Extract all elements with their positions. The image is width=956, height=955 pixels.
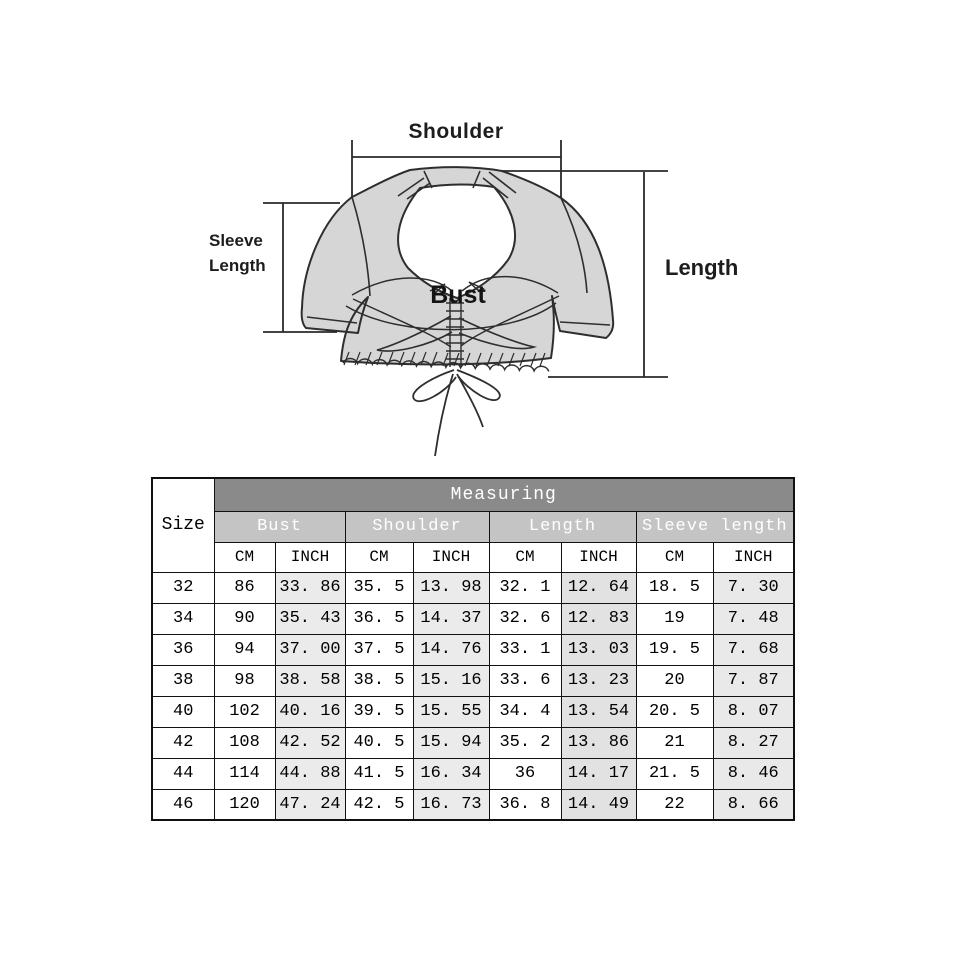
shoulder-cm-value: 40. 5 — [345, 727, 413, 758]
bust-inch-value: 38. 58 — [275, 665, 345, 696]
group-header-row — [152, 511, 794, 542]
shoulder-inch-value: 15. 55 — [413, 696, 489, 727]
length-inch-value: 14. 49 — [561, 789, 636, 820]
sleeve-inch-value: 7. 30 — [713, 572, 794, 603]
bust-inch-value: 37. 00 — [275, 634, 345, 665]
shoulder-inch-value: 15. 16 — [413, 665, 489, 696]
length-inch-value: 14. 17 — [561, 758, 636, 789]
bust-inch-value: 40. 16 — [275, 696, 345, 727]
bust-cm-header: CM — [214, 542, 275, 572]
bust-cm-value: 94 — [214, 634, 275, 665]
measurement-table — [151, 477, 795, 821]
bust-cm-value: 86 — [214, 572, 275, 603]
sleeve-inch-value: 8. 27 — [713, 727, 794, 758]
sleeve-inch-value: 7. 68 — [713, 634, 794, 665]
group-header-length: Length — [489, 511, 636, 542]
bust-cm-value: 102 — [214, 696, 275, 727]
size-row-36 — [152, 634, 794, 665]
shoulder-inch-value: 16. 73 — [413, 789, 489, 820]
shoulder-cm-value: 36. 5 — [345, 603, 413, 634]
sleeve-length-label-line1: Sleeve — [209, 231, 263, 250]
sleeve-inch-value: 8. 07 — [713, 696, 794, 727]
sleeve-cm-value: 21. 5 — [636, 758, 713, 789]
shoulder-inch-value: 13. 98 — [413, 572, 489, 603]
sleeve-cm-value: 19 — [636, 603, 713, 634]
shoulder-inch-value: 16. 34 — [413, 758, 489, 789]
shoulder-cm-value: 41. 5 — [345, 758, 413, 789]
bust-cm-value: 108 — [214, 727, 275, 758]
sleeve-cm-value: 20 — [636, 665, 713, 696]
length-inch-value: 13. 03 — [561, 634, 636, 665]
sleeve-cm-value: 22 — [636, 789, 713, 820]
bust-inch-value: 42. 52 — [275, 727, 345, 758]
sleeve-cm-value: 19. 5 — [636, 634, 713, 665]
table-title-row — [152, 478, 794, 511]
length-label: Length — [665, 255, 739, 280]
bust-inch-value: 33. 86 — [275, 572, 345, 603]
shoulder-inch-value: 15. 94 — [413, 727, 489, 758]
size-row-44 — [152, 758, 794, 789]
size-row-42 — [152, 727, 794, 758]
sleeve-inch-value: 7. 87 — [713, 665, 794, 696]
length-cm-value: 35. 2 — [489, 727, 561, 758]
sleeve-inch-value: 7. 48 — [713, 603, 794, 634]
length-cm-value: 33. 1 — [489, 634, 561, 665]
length-cm-value: 36. 8 — [489, 789, 561, 820]
sleeve-inch-value: 8. 46 — [713, 758, 794, 789]
shoulder-cm-value: 37. 5 — [345, 634, 413, 665]
length-inch-value: 12. 64 — [561, 572, 636, 603]
length-inch-value: 13. 54 — [561, 696, 636, 727]
length-cm-value: 32. 6 — [489, 603, 561, 634]
size-row-32 — [152, 572, 794, 603]
sleeve-cm-value: 20. 5 — [636, 696, 713, 727]
length-inch-value: 13. 23 — [561, 665, 636, 696]
shoulder-inch-header: INCH — [413, 542, 489, 572]
bust-label: Bust — [430, 281, 486, 309]
shoulder-cm-header: CM — [345, 542, 413, 572]
length-cm-value: 32. 1 — [489, 572, 561, 603]
size-value: 36 — [152, 634, 214, 665]
size-value: 40 — [152, 696, 214, 727]
length-cm-value: 33. 6 — [489, 665, 561, 696]
size-value: 46 — [152, 789, 214, 820]
size-row-46 — [152, 789, 794, 820]
size-value: 32 — [152, 572, 214, 603]
length-inch-value: 12. 83 — [561, 603, 636, 634]
bust-cm-value: 90 — [214, 603, 275, 634]
length-cm-header: CM — [489, 542, 561, 572]
size-value: 34 — [152, 603, 214, 634]
size-row-34 — [152, 603, 794, 634]
size-row-40 — [152, 696, 794, 727]
measuring-header: Measuring — [214, 478, 794, 511]
shoulder-cm-value: 42. 5 — [345, 789, 413, 820]
length-cm-value: 36 — [489, 758, 561, 789]
group-header-bust: Bust — [214, 511, 345, 542]
group-header-sleeve-length: Sleeve length — [636, 511, 794, 542]
size-value: 38 — [152, 665, 214, 696]
sleeve-length-label-line2: Length — [209, 256, 266, 275]
sleeve-inch-header: INCH — [713, 542, 794, 572]
shoulder-inch-value: 14. 76 — [413, 634, 489, 665]
group-header-shoulder: Shoulder — [345, 511, 489, 542]
sleeve-cm-header: CM — [636, 542, 713, 572]
bust-inch-value: 44. 88 — [275, 758, 345, 789]
size-row-38 — [152, 665, 794, 696]
shoulder-cm-value: 38. 5 — [345, 665, 413, 696]
length-inch-header: INCH — [561, 542, 636, 572]
garment-drawing — [0, 0, 956, 475]
sleeve-cm-value: 18. 5 — [636, 572, 713, 603]
sleeve-cm-value: 21 — [636, 727, 713, 758]
shoulder-cm-value: 39. 5 — [345, 696, 413, 727]
unit-header-row — [152, 542, 794, 572]
shoulder-inch-value: 14. 37 — [413, 603, 489, 634]
sleeve-inch-value: 8. 66 — [713, 789, 794, 820]
bust-inch-value: 35. 43 — [275, 603, 345, 634]
length-cm-value: 34. 4 — [489, 696, 561, 727]
size-value: 44 — [152, 758, 214, 789]
bust-inch-header: INCH — [275, 542, 345, 572]
bust-cm-value: 120 — [214, 789, 275, 820]
bust-inch-value: 47. 24 — [275, 789, 345, 820]
size-value: 42 — [152, 727, 214, 758]
garment-diagram — [0, 0, 956, 475]
length-inch-value: 13. 86 — [561, 727, 636, 758]
bust-cm-value: 98 — [214, 665, 275, 696]
bust-cm-value: 114 — [214, 758, 275, 789]
shoulder-label: Shoulder — [408, 120, 504, 143]
shoulder-cm-value: 35. 5 — [345, 572, 413, 603]
size-column-header: Size — [152, 478, 214, 572]
